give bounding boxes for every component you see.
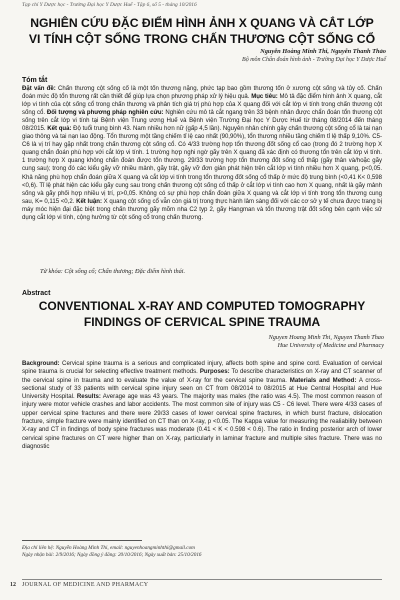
article-title-english: CONVENTIONAL X-RAY AND COMPUTED TOMOGRAPHY FINDINGS OF CERVICAL SPINE TRAUMA: [38, 299, 366, 329]
footnote-dates: Ngày nhận bài: 2/9/2016; Ngày đồng ý đăng: 20/10/2016; Ngày xuất bản: 25/10/2016: [22, 552, 202, 559]
abstract-label-conclusion: Kết luận:: [76, 198, 102, 205]
page-footer: [10, 582, 390, 588]
page-number: 12: [10, 582, 16, 588]
keywords-vietnamese: Từ khóa: Cột sống cổ; Chấn thương; Đặc điểm hình thái.: [40, 268, 186, 275]
abstract-label-methods: Đối tượng và phương pháp nghiên cứu:: [46, 110, 164, 117]
footnote-contact: Địa chỉ liên hệ: Nguyễn Hoàng Minh Thi, email: nguyenhoangminhthi@gmail.com: [22, 545, 195, 551]
abstract-heading-english: Abstract: [22, 290, 51, 297]
abstract-en-label-methods: Materials and Method:: [289, 376, 357, 384]
abstract-text-methods: Nghiên cứu mô tả cắt ngang trên 33 bệnh nhân được chẩn đoán tổn thương cột sống trên cắt lớp vi tính tại Bệnh viện Trung ương Huế và Bệnh viện Trường Đại học Y Dược Huế từ tháng 08/2014 đến tháng 08/2015.: [22, 110, 382, 133]
affiliation-english: Hue University of Medicine and Pharmacy: [277, 342, 384, 349]
running-head: Tạp chí Y Dược học - Trường Đại học Y Dược Huế - Tập 6, số 5 - tháng 10/2016: [22, 2, 197, 8]
abstract-body-english: [22, 360, 382, 531]
abstract-en-label-purposes: Purposes:: [199, 368, 230, 376]
footer-divider: [22, 579, 382, 580]
affiliation-vietnamese: Bộ môn Chẩn đoán hình ảnh - Trường Đại học Y Dược Huế: [242, 57, 386, 63]
abstract-label-objective: Mục tiêu:: [251, 94, 278, 101]
abstract-label-results: Kết quả:: [47, 126, 72, 133]
journal-name: JOURNAL OF MEDICINE AND PHARMACY: [22, 582, 149, 588]
footnote-divider: [22, 540, 142, 541]
abstract-text-background: Chấn thương cột sống cổ là một tổn thương nặng, phức tạp bao gồm thương tổn ở xương cột sống và tủy cổ. Chẩn đoán mức độ tổn thương rất cần thiết để giúp lựa chọn phương pháp xử lý hiệu quả.: [22, 86, 382, 101]
article-title-vietnamese: NGHIÊN CỨU ĐẶC ĐIỂM HÌNH ẢNH X QUANG VÀ CẮT LỚP VI TÍNH CỘT SỐNG TRONG CHẤN THƯƠNG CỘT SỐNG CỔ: [28, 16, 376, 46]
authors-vietnamese: Nguyễn Hoàng Minh Thi, Nguyễn Thanh Thảo: [260, 48, 386, 55]
footnote: [22, 545, 382, 559]
abstract-body-vietnamese: [22, 85, 382, 267]
abstract-en-label-background: Background:: [22, 360, 60, 367]
abstract-text-objective: Mô tả đặc điểm hình ảnh X quang, cắt lớp vi tính của cột sống cổ trong chấn thương và phân tích giá trị phù hợp của X quang đối với cắt lớp vi tính trong chấn thương cột sống cổ.: [22, 94, 382, 117]
authors-english: Nguyen Hoang Minh Thi, Nguyen Thanh Thao: [268, 334, 384, 341]
abstract-text-results: Độ tuổi trung bình 43. Nam nhiều hơn nữ (gấp 4,5 lần). Nguyên nhân chính gây chấn thương cột sống cổ là tai nạn giao thông và tai nạn lao động. Tổn thương một tầng chiếm tỉ lệ cao nhất (90,90%), tổn thương nhiều tầng chiếm tỉ lệ thấp 9,10%. C5-C6 là vị trí hay gặp nhất trong chấn thương cột sống cổ. Có 4/33 trường hợp tổn thương đốt sống cổ cao (trong đó 2 trường hợp X quang chẩn đoán phù hợp với cắt lớp vi tính. 1 trường hợp nghi ngờ gãy trên X quang đã xác định có thương tổn trên cắt lớp vi tính. 1 trường hợp X quang không chẩn đoán được tổn thương. 29/33 trường hợp tổn thương đốt sống cổ thấp (gãy thân và/hoặc gãy cung sau); trong đó các kiểu gãy vỡ nhiều mảnh, gãy trật, gãy vỡ đơn giản phát hiện trên cắt lớp vi tính nhiều hơn X quang, p<0,05. Khả năng phù hợp chẩn đoán giữa X quang và cắt lớp vi tính trong tổn thương đốt sống cổ thấp ở mức độ trung bình (<0,41 K< 0,598 <0,6). Tỉ lệ phát hiện các kiểu gãy cung sau trong chấn thương cột sống cổ thấp ở cắt lớp vi tính cao hơn X quang, nhất là gãy mảnh sống và gãy phối hợp nhiều vị trí, p>0,05. Không có sự phù hợp chẩn đoán giữa X quang và cắt lớp vi tính trong tổn thương cung sau, K= 0,115 <0,2.: [22, 126, 382, 205]
abstract-en-text-results: Average age was 43 years. The majority was males (the ratio was 4.5). The most common reason of injury were motor vehicle crashes and labor accidents. The most common site of injury was C5 - C6 level. There were 4/33 cases of upper cervical spine fractures and there were 29/33 cases of lower cervical spine fractures, in which burst fracture, dislocation fracture, simple fracture were mainly identified on CT than on X-ray, p <0.05. The Kappa value for measuring the realiability between X-ray and CT in findings of body spine fractures was moderate (0.41 < K < 0.598 < 0.6). The ratio in finding posterior arch of lower cervical spine fractures on CT were higher than on X-ray, particularly in laminar fracture and multiple sites fracture. There was no diagnostic: [22, 393, 382, 450]
abstract-en-text-methods: A cross-sectional study of 33 patients with cervical spine injury seen on CT from 08/2014 to 08/2015 at Hue Central Hospital and Hue University Hospital.: [22, 376, 382, 401]
abstract-heading-vietnamese: Tóm tắt: [22, 77, 48, 84]
abstract-en-text-purposes: To describe characteristics on X-ray and CT scanner of the cervical spine in trauma and to evaluate the value of X-ray for the cervical spine trauma.: [22, 368, 382, 384]
abstract-en-label-results: Results:: [76, 393, 101, 401]
abstract-en-text-background: Cervical spine trauma is a serious and complicated injury, affects both spine and spine cord. Evaluation of cervical spine trauma is crucial for selecting effective treatment methods.: [22, 360, 382, 376]
abstract-text-conclusion: X quang cột sống cổ vẫn còn giá trị trong thực hành lâm sàng đối với các cơ sở y tế chưa được trang bị máy móc hiện đại đặc biệt trong chấn thương gãy mõm nha C2 typ 2, gãy Hangman và tổn thương trật đốt sống bên cạnh việc sử dụng cắt lớp vi tính, cộng hưởng từ cột sống cổ trong chấn thương.: [22, 198, 382, 221]
abstract-label-background: Đặt vấn đề:: [22, 86, 56, 92]
